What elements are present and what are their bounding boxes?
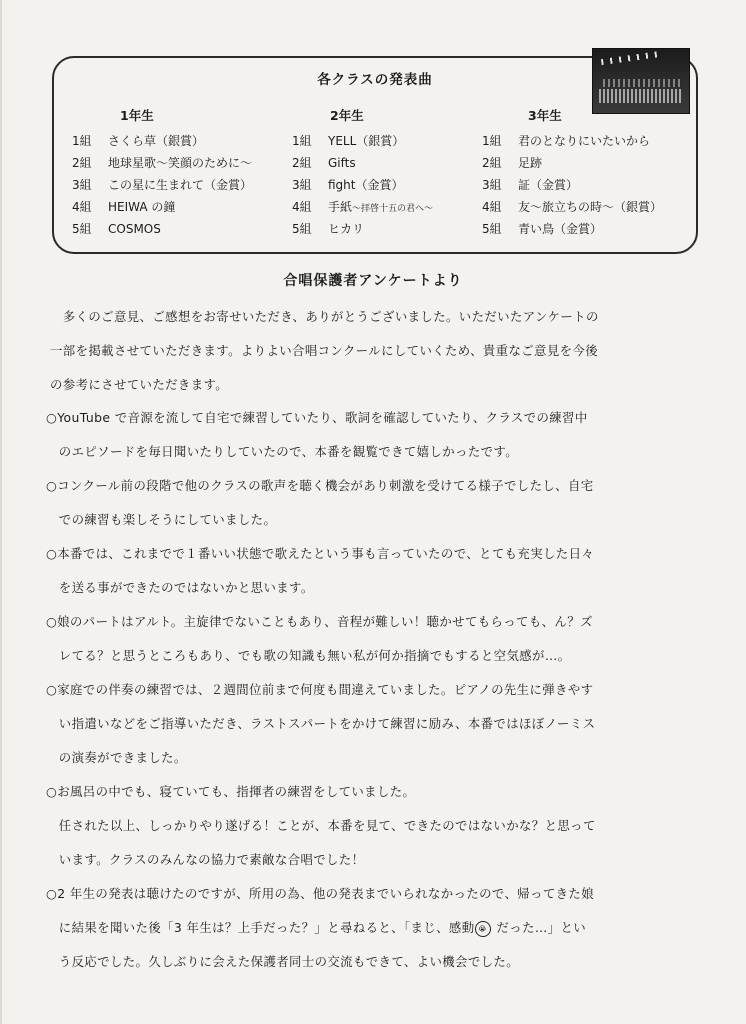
text-line: 一部を掲載させていただきます。よりよい合唱コンクールにしていくため、貴重なご意見を今後	[50, 343, 599, 358]
comment-line: う反応でした。久しぶりに会えた保護者同士の交流もできて、よい機会でした。	[46, 954, 520, 969]
song-entry: 2組 Gifts	[292, 156, 356, 170]
song-entry: 1組 さくら草（銀賞）	[72, 134, 205, 148]
song-entry: 1組 YELL（銀賞）	[292, 134, 405, 148]
comment-line: い指遣いなどをご指導いただき、ラストスパートをかけて練習に励み、本番ではほぼノーミス	[46, 716, 596, 731]
box-title: 各クラスの発表曲	[317, 72, 433, 88]
song-entry: 4組 HEIWA の鐘	[72, 200, 176, 214]
survey-comments	[46, 401, 596, 979]
comment-line: の演奏ができました。	[46, 750, 187, 765]
song-entry: 5組 青い鳥（金賞）	[482, 222, 603, 236]
comment-line: ○本番では、これまでで１番いい状態で歌えたという事も言っていたので、とても充実した日々	[46, 546, 595, 561]
comment-line: います。クラスのみんなの協力で素敵な合唱でした！	[46, 852, 365, 867]
survey-intro	[50, 300, 599, 402]
comment-line: のエピソードを毎日聞いたりしていたので、本番を観覧できて嬉しかったです。	[46, 444, 519, 459]
song-entry: 3組 証（金賞）	[482, 178, 579, 192]
grade-2-column	[292, 106, 433, 240]
song-entry: 2組 地球星歌～笑顔のために～	[72, 156, 253, 170]
grade-3-column	[482, 106, 662, 240]
song-entry: 5組 ヒカリ	[292, 222, 365, 236]
comment-line: での練習も楽しそうにしていました。	[46, 512, 277, 527]
comment-line: を送る事ができたのではないかと思います。	[46, 580, 314, 595]
crying-face-icon: 😭	[475, 921, 491, 937]
grade-heading: 3年生	[528, 108, 562, 123]
song-entry: 1組 君のとなりにいたいから	[482, 134, 651, 148]
song-entry: 4組 手紙～拝啓十五の君へ～	[292, 200, 434, 214]
grade-1-column	[72, 106, 252, 240]
song-entry: 5組 COSMOS	[72, 222, 161, 236]
comment-line: ○娘のパートはアルト。主旋律でないこともあり、音程が難しい！聴かせてもらっても、ん？ズ	[46, 614, 593, 629]
comment-line: ○家庭での伴奏の練習では、２週間位前まで何度も間違えていました。ピアノの先生に弾きやす	[46, 682, 594, 697]
comment-line: ○YouTube で音源を流して自宅で練習していたり、歌詞を確認していたり、クラスでの練習中	[46, 410, 588, 425]
comment-line: ○2 年生の発表は聴けたのですが、所用の為、他の発表までいられなかったので、帰ってきた娘	[46, 886, 595, 901]
comment-line: 任された以上、しっかりやり遂げる！ことが、本番を見て、できたのではないかな？と思って	[46, 818, 596, 833]
song-entry: 3組 fight（金賞）	[292, 178, 404, 192]
song-entry: 4組 友～旅立ちの時～（銀賞）	[482, 200, 663, 214]
grade-heading: 2年生	[330, 108, 364, 123]
comment-line: レてる？と思うところもあり、でも歌の知識も無い私が何か指摘でもすると空気感が…。	[46, 648, 571, 663]
survey-title: 合唱保護者アンケートより	[283, 273, 463, 289]
comment-line: ○お風呂の中でも、寝ていても、指揮者の練習をしていました。	[46, 784, 416, 799]
grade-heading: 1年生	[120, 108, 154, 123]
song-entry: 2組 足跡	[482, 156, 543, 170]
comment-line: に結果を聞いた後「3 年生は？上手だった？」と尋ねると、「まじ、感動 😭 だった…」とい	[46, 920, 587, 935]
text-line: 多くのご意見、ご感想をお寄せいただき、ありがとうございました。いただいたアンケートの	[50, 309, 599, 324]
song-entry: 3組 この星に生まれて（金賞）	[72, 178, 253, 192]
text-line: の参考にさせていただきます。	[50, 377, 229, 392]
performance-songs-box	[52, 56, 698, 254]
comment-line: ○コンクール前の段階で他のクラスの歌声を聴く機会があり刺激を受けてる様子でしたし、自宅	[46, 478, 594, 493]
